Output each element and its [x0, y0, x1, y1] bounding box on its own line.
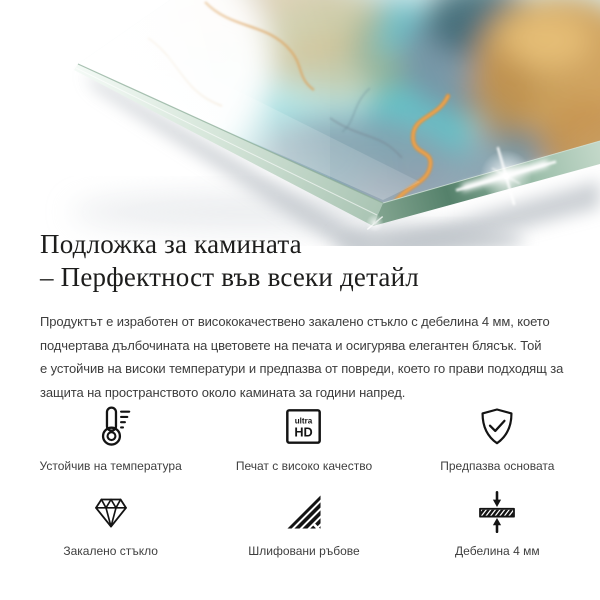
hero-product-image [0, 0, 600, 246]
description-line: е устойчив на високи температури и предпазва от повреди, което го прави подходящ за [40, 361, 564, 376]
thermometer-icon [88, 404, 134, 450]
feature-label: Дебелина 4 мм [455, 544, 540, 558]
feature-label: Закалено стъкло [63, 544, 158, 558]
feature-grid [0, 403, 600, 558]
feature-item-protects-base [401, 403, 594, 473]
product-description [40, 310, 563, 404]
feature-label: Печат с високо качество [235, 459, 373, 473]
thickness-icon [475, 490, 519, 534]
polished-edges-icon [285, 493, 323, 531]
ultra-hd-text-bottom: HD [294, 424, 314, 440]
ultra-hd-icon [285, 408, 322, 445]
ultra-hd-text-top: ultra [295, 416, 313, 426]
title-line-1: Подложка за камината [40, 229, 302, 259]
feature-label: Устойчив на температура [39, 459, 182, 473]
feature-item-print-quality [207, 403, 400, 473]
title-line-2: – Перфектност във всеки детайл [40, 262, 419, 292]
description-line: подчертава дълбочината на цветовете на печата и осигурява елегантен блясък. Той [40, 337, 542, 353]
feature-item-tempered-glass [14, 488, 207, 558]
feature-item-polished-edges [207, 488, 400, 558]
page-title [40, 228, 419, 294]
diamond-icon [91, 492, 131, 532]
shield-check-icon [476, 406, 518, 448]
feature-label: Шлифовани ръбове [248, 544, 360, 558]
description-line: Продуктът е изработен от висококачествено закалено стъкло с дебелина 4 мм, което [40, 314, 550, 329]
feature-item-temperature [14, 403, 207, 473]
feature-label: Предпазва основата [440, 459, 555, 473]
description-line: защита на пространството около камината за години напред. [40, 384, 406, 400]
feature-item-thickness [401, 488, 594, 558]
